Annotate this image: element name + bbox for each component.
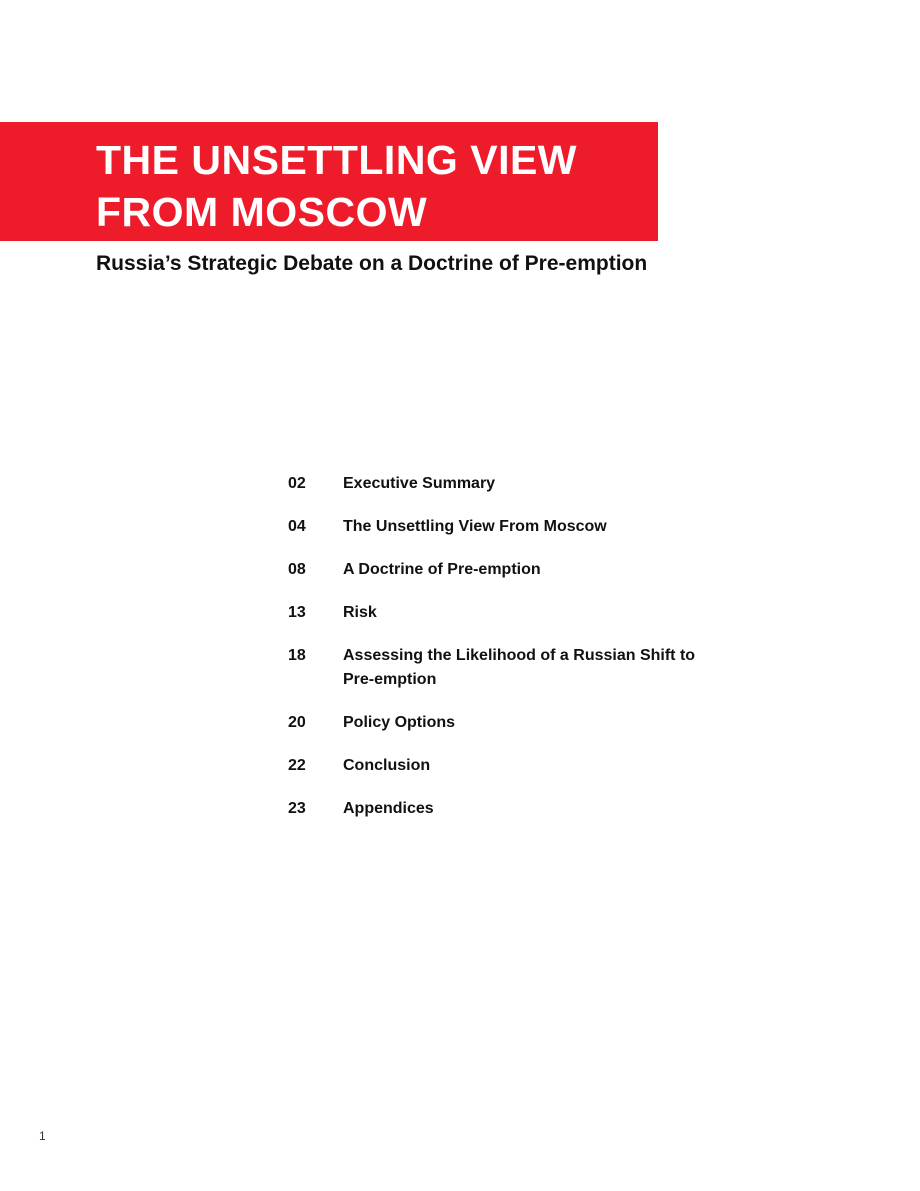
title-line-2: FROM MOSCOW — [96, 189, 428, 235]
toc-label: Executive Summary — [343, 475, 496, 492]
toc-item-executive-summary[interactable] — [288, 472, 738, 496]
page-number: 1 — [39, 1129, 46, 1143]
toc-label: Conclusion — [343, 757, 431, 774]
toc-label: Policy Options — [343, 714, 456, 731]
toc-label: A Doctrine of Pre-emption — [343, 561, 541, 578]
toc-page-number: 13 — [288, 604, 306, 621]
toc-page-number: 22 — [288, 757, 306, 774]
toc-item-assessing-likelihood[interactable] — [288, 644, 738, 692]
toc-item-appendices[interactable] — [288, 797, 738, 821]
title-line-1: THE UNSETTLING VIEW — [96, 137, 577, 183]
document-subtitle: Russia’s Strategic Debate on a Doctrine of Pre-emption — [96, 252, 648, 275]
toc-item-risk[interactable] — [288, 601, 738, 625]
toc-item-unsettling-view[interactable] — [288, 515, 738, 539]
toc-item-doctrine-of-pre-emption[interactable] — [288, 558, 738, 582]
document-title — [96, 134, 656, 238]
toc-page-number: 04 — [288, 518, 306, 535]
toc-page-number: 02 — [288, 475, 306, 492]
toc-label: The Unsettling View From Moscow — [343, 518, 607, 535]
toc-page-number: 23 — [288, 800, 306, 817]
toc-item-policy-options[interactable] — [288, 711, 738, 735]
toc-label: Risk — [343, 604, 377, 621]
table-of-contents — [288, 472, 738, 840]
toc-page-number: 20 — [288, 714, 306, 731]
toc-page-number: 18 — [288, 647, 306, 664]
toc-item-conclusion[interactable] — [288, 754, 738, 778]
toc-label: Appendices — [343, 800, 434, 817]
toc-label: Assessing the Likelihood of a Russian Shift to Pre-emption — [343, 647, 696, 688]
toc-page-number: 08 — [288, 561, 306, 578]
